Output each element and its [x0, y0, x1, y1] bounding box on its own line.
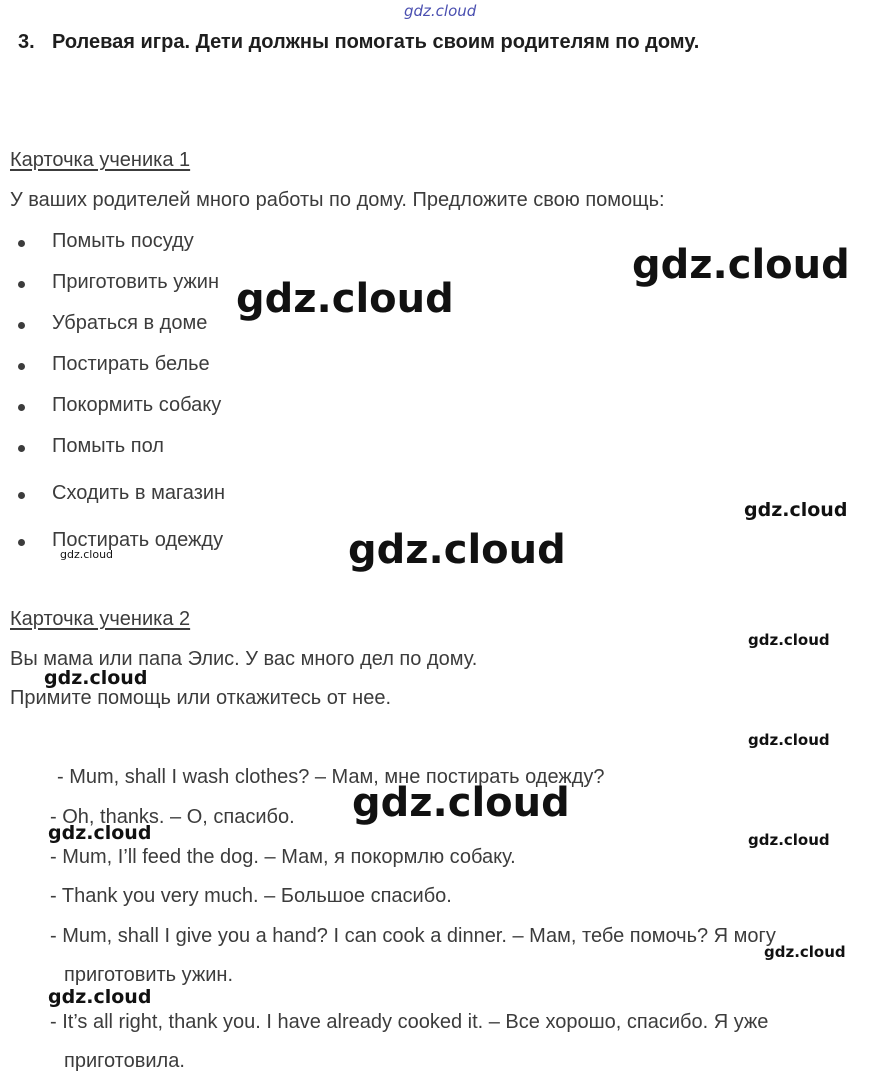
dialog-line: - Mum, shall I give you a hand? I can cook a dinner. – Мам, тебе помочь? Я могу	[50, 925, 776, 947]
watermark: gdz.cloud	[60, 548, 114, 561]
dialog-line: - Thank you very much. – Большое спасибо.	[50, 885, 452, 907]
bullet-icon	[18, 492, 25, 499]
watermark: gdz.cloud	[748, 731, 830, 749]
card1-heading: Карточка ученика 1	[10, 149, 191, 171]
watermark: gdz.cloud	[48, 986, 152, 1008]
task-number: 3.	[18, 31, 35, 53]
card2-heading: Карточка ученика 2	[10, 608, 191, 630]
watermark: gdz.cloud	[404, 2, 477, 20]
dialog-line: - Mum, I’ll feed the dog. – Мам, я покормлю собаку.	[50, 846, 516, 868]
dialog-line: - Mum, shall I wash clothes? – Мам, мне постирать одежду?	[57, 766, 605, 788]
dialog-line: приготовить ужин.	[64, 964, 234, 986]
watermark: gdz.cloud	[352, 780, 570, 826]
watermark: gdz.cloud	[236, 276, 454, 322]
watermark: gdz.cloud	[748, 831, 830, 849]
dialog-line: приготовила.	[64, 1050, 185, 1072]
bullet-icon	[18, 539, 25, 546]
task-title-text: Ролевая игра. Дети должны помогать своим родителям по дому.	[52, 31, 700, 53]
dialog-line: - It’s all right, thank you. I have already cooked it. – Все хорошо, спасибо. Я уже	[50, 1011, 769, 1033]
bullet-icon	[18, 404, 25, 411]
dialog-line: - Oh, thanks. – О, спасибо.	[50, 806, 295, 828]
watermark: gdz.cloud	[48, 822, 152, 844]
watermark: gdz.cloud	[744, 499, 848, 521]
watermark: gdz.cloud	[764, 943, 846, 961]
card2-line2: Примите помощь или откажитесь от нее.	[10, 687, 392, 709]
card2-line1: Вы мама или папа Элис. У вас много дел по дому.	[10, 648, 478, 670]
watermark: gdz.cloud	[348, 527, 566, 573]
bullet-icon	[18, 363, 25, 370]
bullet-icon	[18, 281, 25, 288]
task-title	[18, 31, 699, 54]
card1-intro: У ваших родителей много работы по дому. Предложите свою помощь:	[10, 189, 665, 211]
bullet-icon	[18, 240, 25, 247]
watermark: gdz.cloud	[632, 242, 850, 288]
bullet-icon	[18, 445, 25, 452]
watermark: gdz.cloud	[44, 667, 148, 689]
watermark: gdz.cloud	[748, 631, 830, 649]
bullet-icon	[18, 322, 25, 329]
